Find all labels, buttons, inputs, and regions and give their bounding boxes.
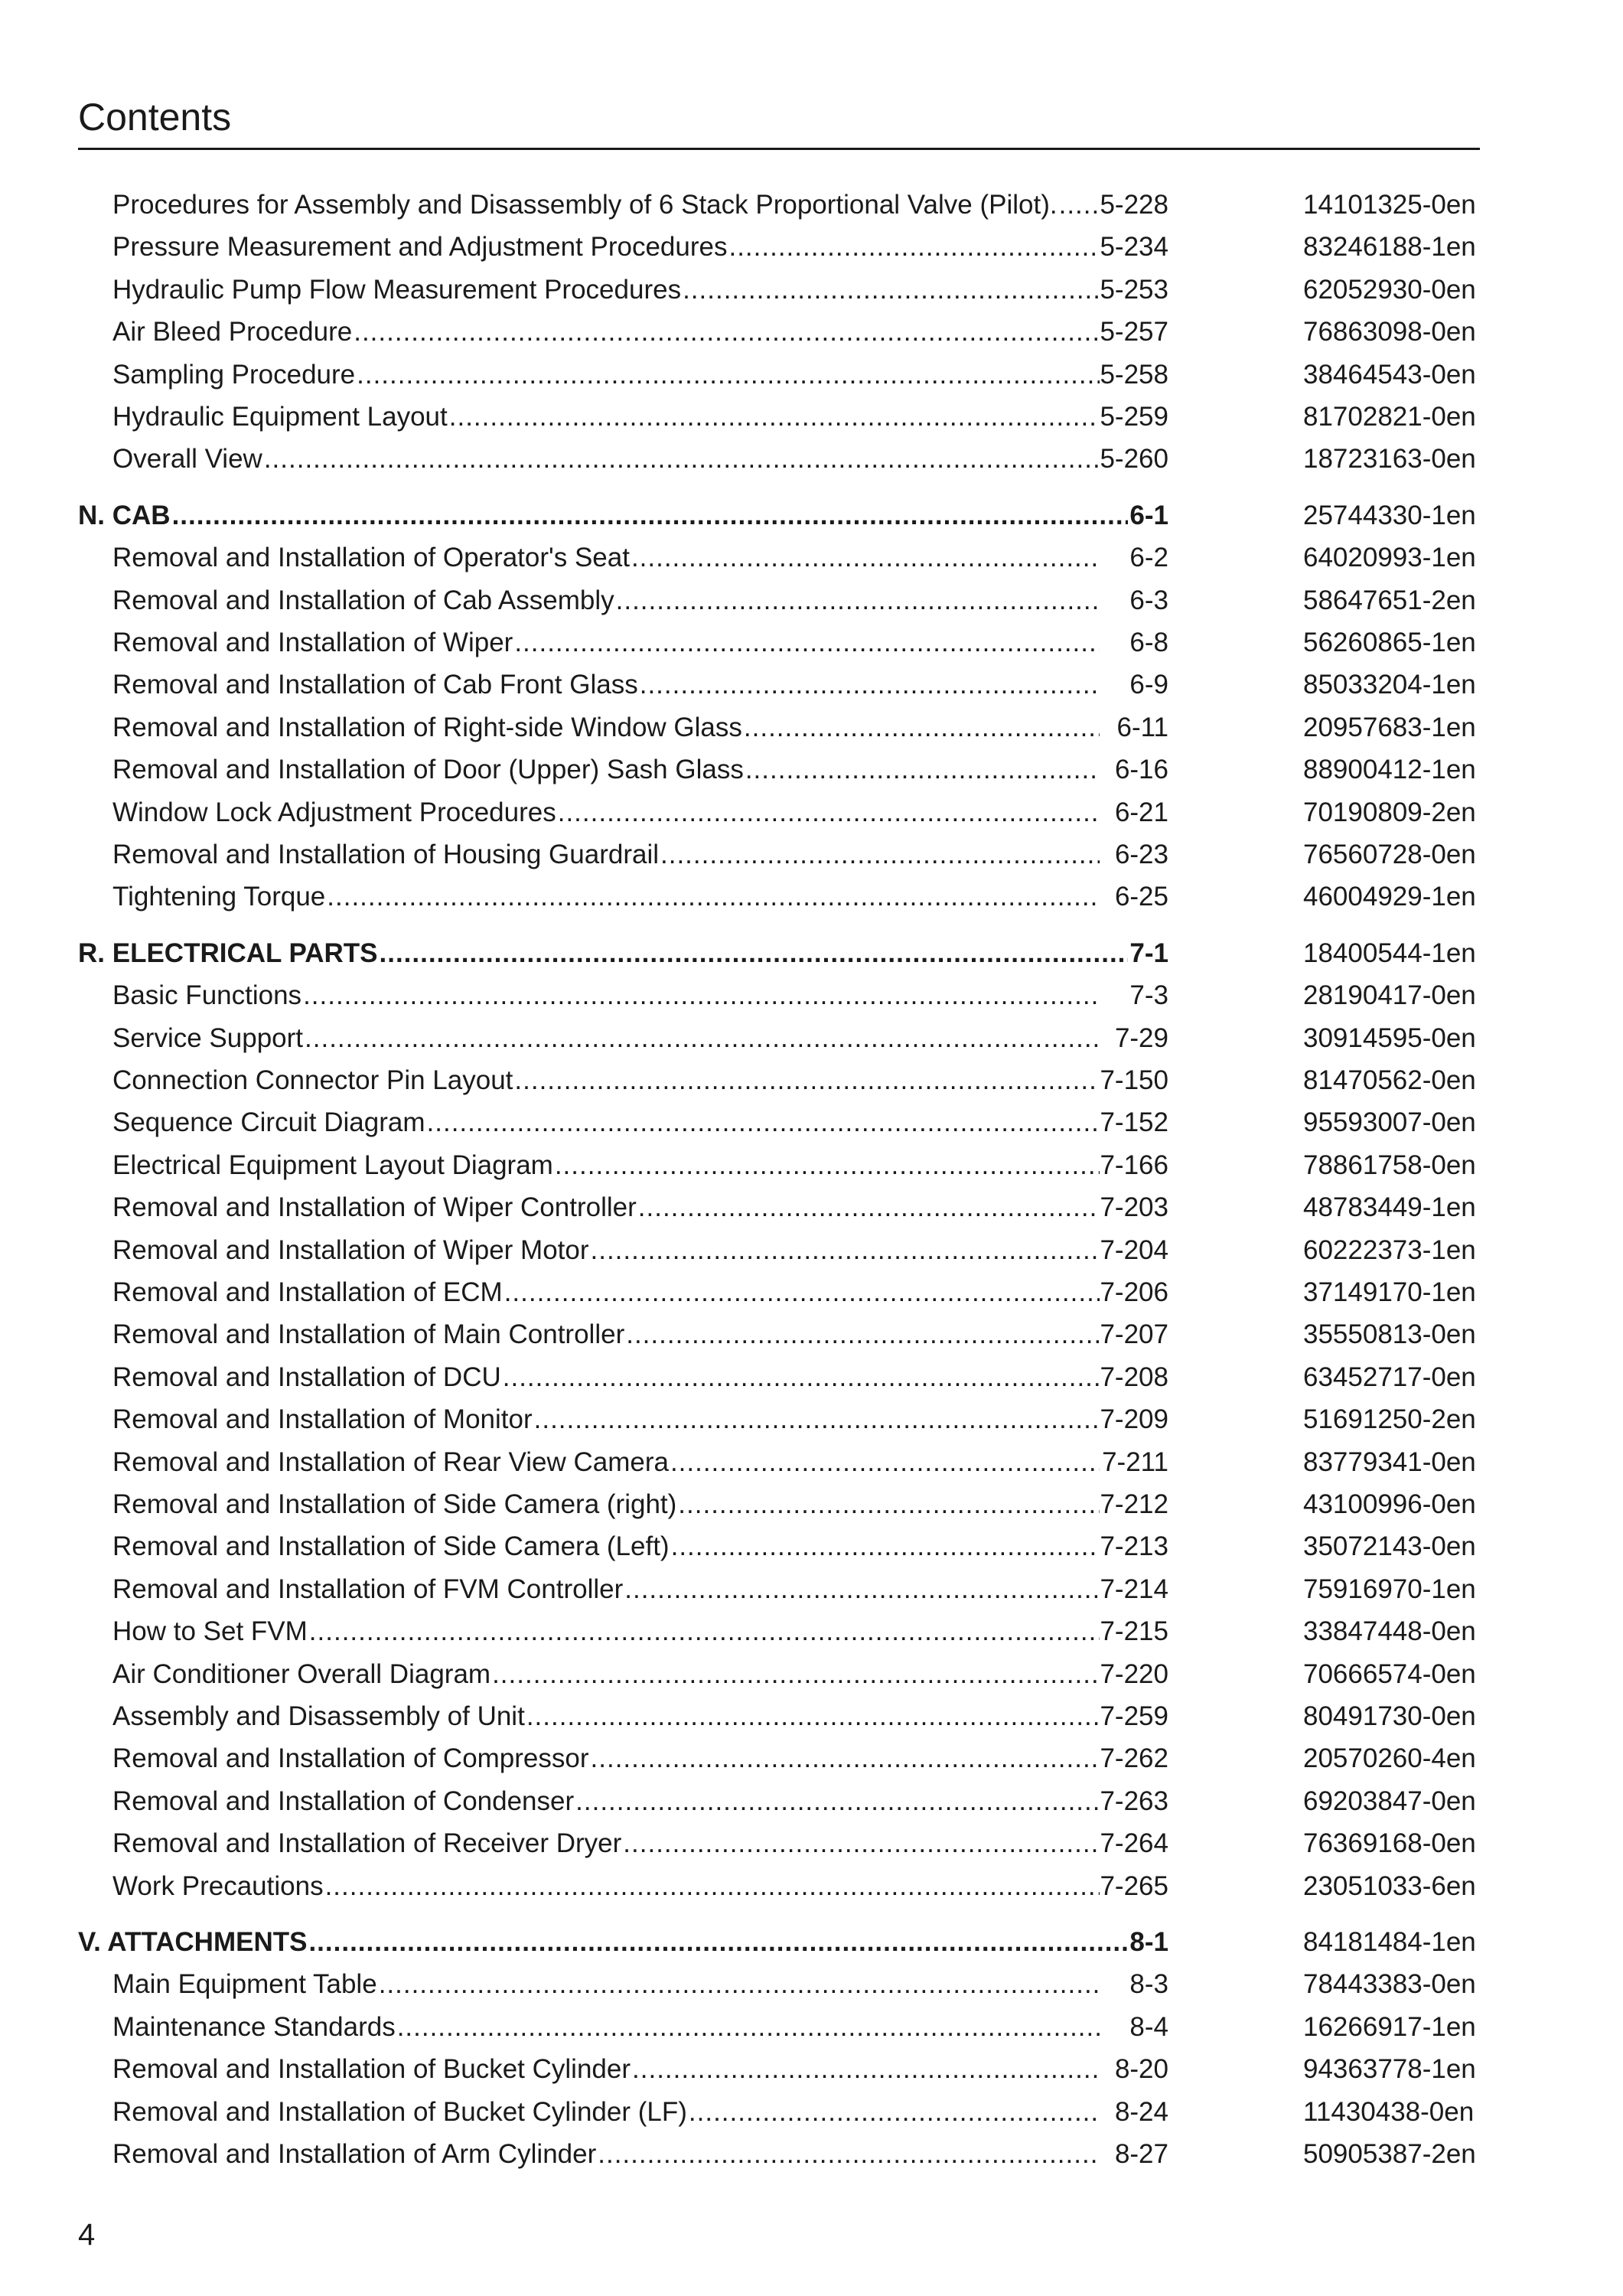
toc-title: Removal and Installation of Cab Front Glass (112, 670, 638, 700)
toc-document-id: 23051033-6en (1303, 1871, 1476, 1901)
toc-title: Removal and Installation of Monitor (112, 1404, 533, 1434)
toc-page-number: 5-259 (1100, 402, 1168, 432)
toc-dot-leader (598, 2133, 1100, 2176)
toc-document-id: 83779341-0en (1303, 1447, 1476, 1477)
toc-document-id: 20957683-1en (1303, 713, 1476, 742)
toc-page-number: 5-258 (1100, 360, 1168, 390)
toc-dot-leader (575, 1780, 1100, 1823)
toc-document-id: 35072143-0en (1303, 1531, 1476, 1561)
toc-label (112, 536, 1100, 579)
toc-document-id: 56260865-1en (1303, 628, 1476, 657)
toc-label (112, 974, 1100, 1017)
toc-entry-row (0, 184, 1623, 227)
toc-title: Pressure Measurement and Adjustment Procedures (112, 232, 728, 262)
toc-page-number: 7-262 (1100, 1743, 1168, 1773)
toc-page-number: 7-3 (1129, 980, 1168, 1010)
toc-page-number: 6-21 (1114, 797, 1168, 827)
page-number: 4 (78, 2218, 96, 2252)
toc-title: Assembly and Disassembly of Unit (112, 1701, 525, 1731)
toc-title: Removal and Installation of ECM (112, 1277, 503, 1307)
toc-entry-row (0, 1780, 1623, 1823)
toc-document-id: 76863098-0en (1303, 317, 1476, 347)
toc-dot-leader (678, 1483, 1100, 1526)
toc-page-number: 7-207 (1100, 1319, 1168, 1349)
toc-title: Removal and Installation of Arm Cylinder (112, 2139, 597, 2169)
toc-dot-leader (689, 2091, 1100, 2134)
toc-section-row (0, 932, 1623, 975)
toc-label (78, 494, 1128, 537)
toc-document-id: 84181484-1en (1303, 1927, 1476, 1957)
page-title: Contents (78, 96, 232, 139)
toc-page-number: 7-166 (1100, 1150, 1168, 1180)
toc-title: N. CAB (78, 501, 171, 530)
toc-document-id: 76560728-0en (1303, 840, 1476, 869)
toc-document-id: 64020993-1en (1303, 543, 1476, 572)
toc-dot-leader (638, 1186, 1100, 1229)
toc-page-number: 7-259 (1100, 1701, 1168, 1731)
toc-dot-leader (744, 706, 1100, 749)
toc-title: Removal and Installation of Operator's Seat (112, 543, 630, 572)
toc-label (112, 1271, 1100, 1314)
toc-label (112, 1568, 1100, 1611)
toc-label (112, 1653, 1100, 1696)
toc-title: Removal and Installation of Wiper (112, 628, 513, 657)
toc-entry-row (0, 1822, 1623, 1865)
toc-dot-leader (670, 1441, 1100, 1484)
toc-document-id: 75916970-1en (1303, 1574, 1476, 1604)
toc-entry-row (0, 2091, 1623, 2134)
toc-title: Removal and Installation of Bucket Cylinder (LF) (112, 2097, 687, 2127)
toc-document-id: 88900412-1en (1303, 755, 1476, 784)
toc-document-id: 14101325-0en (1303, 190, 1476, 220)
toc-title: Basic Functions (112, 980, 302, 1010)
toc-document-id: 81702821-0en (1303, 402, 1476, 432)
toc-title: Air Conditioner Overall Diagram (112, 1659, 491, 1689)
toc-document-id: 70190809-2en (1303, 797, 1476, 827)
toc-page-number: 8-3 (1129, 1969, 1168, 1999)
toc-page-number: 8-1 (1129, 1927, 1168, 1957)
toc-dot-leader (640, 664, 1100, 706)
toc-entry-row (0, 2006, 1623, 2049)
toc-label (112, 621, 1100, 664)
toc-document-id: 70666574-0en (1303, 1659, 1476, 1689)
toc-section-row (0, 1921, 1623, 1964)
toc-label (112, 1229, 1100, 1272)
toc-document-id: 50905387-2en (1303, 2139, 1476, 2169)
toc-dot-leader (397, 2006, 1100, 2049)
toc-entry-row (0, 791, 1623, 834)
toc-title: Removal and Installation of Rear View Camera (112, 1447, 669, 1477)
toc-title: Tightening Torque (112, 882, 326, 912)
toc-title: Removal and Installation of Compressor (112, 1743, 589, 1773)
toc-page-number: 7-211 (1102, 1447, 1168, 1477)
toc-dot-leader (503, 1356, 1100, 1399)
toc-page-number: 6-25 (1114, 882, 1168, 912)
toc-title: Main Equipment Table (112, 1969, 377, 1999)
toc-dot-leader (745, 748, 1100, 791)
toc-title: Air Bleed Procedure (112, 317, 353, 347)
toc-label (112, 706, 1100, 749)
toc-entry-row (0, 1398, 1623, 1441)
toc-page-number: 6-1 (1129, 501, 1168, 530)
toc-title: Removal and Installation of Main Controller (112, 1319, 625, 1349)
toc-label (112, 1186, 1100, 1229)
toc-title: Work Precautions (112, 1871, 324, 1901)
toc-label (112, 1059, 1100, 1102)
toc-page-number: 7-150 (1100, 1065, 1168, 1095)
toc-dot-leader (558, 791, 1100, 834)
toc-dot-leader (354, 311, 1100, 354)
toc-document-id: 58647651-2en (1303, 585, 1476, 615)
toc-entry-row (0, 1865, 1623, 1908)
toc-label (112, 2048, 1100, 2091)
toc-title: Removal and Installation of Housing Guardrail (112, 840, 659, 869)
toc-dot-leader (660, 833, 1100, 876)
toc-entry-row (0, 438, 1623, 481)
toc-document-id: 30914595-0en (1303, 1023, 1476, 1053)
toc-document-id: 63452717-0en (1303, 1362, 1476, 1392)
toc-entry-row (0, 1313, 1623, 1356)
toc-label (112, 1398, 1100, 1441)
toc-entry-row (0, 974, 1623, 1017)
toc-dot-leader (626, 1313, 1100, 1356)
toc-entry-row (0, 1229, 1623, 1272)
toc-document-id: 69203847-0en (1303, 1786, 1476, 1816)
toc-label (112, 438, 1100, 481)
toc-page-number: 7-209 (1100, 1404, 1168, 1434)
toc-document-id: 76369168-0en (1303, 1828, 1476, 1858)
toc-title: Maintenance Standards (112, 2012, 396, 2042)
toc-label (112, 1101, 1100, 1144)
toc-title: Electrical Equipment Layout Diagram (112, 1150, 553, 1180)
toc-title: How to Set FVM (112, 1616, 308, 1646)
toc-title: Removal and Installation of Wiper Controller (112, 1192, 637, 1222)
toc-dot-leader (671, 1525, 1100, 1568)
toc-title: Removal and Installation of Door (Upper) Sash Glass (112, 755, 744, 784)
toc-title: Window Lock Adjustment Procedures (112, 797, 556, 827)
toc-entry-row (0, 2048, 1623, 2091)
toc-entry-row (0, 1059, 1623, 1102)
toc-page-number: 7-203 (1100, 1192, 1168, 1222)
toc-dot-leader (325, 1865, 1100, 1908)
toc-page-number: 7-212 (1100, 1489, 1168, 1519)
toc-title: Removal and Installation of Cab Assembly (112, 585, 614, 615)
toc-label (112, 1780, 1100, 1823)
toc-document-id: 78443383-0en (1303, 1969, 1476, 1999)
toc-page-number: 7-213 (1100, 1531, 1168, 1561)
toc-dot-leader (504, 1271, 1100, 1314)
toc-label (112, 396, 1100, 439)
toc-title: Removal and Installation of Side Camera (right) (112, 1489, 677, 1519)
toc-page-number: 7-220 (1100, 1659, 1168, 1689)
toc-entry-row (0, 354, 1623, 396)
toc-document-id: 37149170-1en (1303, 1277, 1476, 1307)
toc-dot-leader (728, 226, 1100, 269)
toc-title: Service Support (112, 1023, 304, 1053)
toc-document-id: 83246188-1en (1303, 232, 1476, 262)
toc-document-id: 28190417-0en (1303, 980, 1476, 1010)
toc-page-number: 7-265 (1100, 1871, 1168, 1901)
toc-document-id: 60222373-1en (1303, 1235, 1476, 1265)
toc-entry-row (0, 1963, 1623, 2006)
toc-label (112, 226, 1100, 269)
toc-title: Removal and Installation of DCU (112, 1362, 501, 1392)
toc-label (112, 1865, 1100, 1908)
toc-entry-row (0, 1568, 1623, 1611)
toc-document-id: 81470562-0en (1303, 1065, 1476, 1095)
toc-title: V. ATTACHMENTS (78, 1927, 308, 1957)
toc-page-number: 8-27 (1114, 2139, 1168, 2169)
toc-dot-leader (616, 579, 1100, 622)
toc-label (78, 932, 1128, 975)
toc-label (112, 1144, 1100, 1187)
toc-document-id: 25744330-1en (1303, 501, 1476, 530)
toc-entry-row (0, 1017, 1623, 1060)
toc-dot-leader (514, 621, 1100, 664)
toc-dot-leader (632, 2048, 1100, 2091)
toc-title: Removal and Installation of Condenser (112, 1786, 575, 1816)
toc-entry-row (0, 664, 1623, 706)
toc-dot-leader (327, 876, 1100, 918)
toc-dot-leader (534, 1398, 1100, 1441)
toc-title: Removal and Installation of FVM Controller (112, 1574, 624, 1604)
toc-label (112, 1441, 1100, 1484)
toc-page-number: 5-253 (1100, 275, 1168, 305)
toc-document-id: 46004929-1en (1303, 882, 1476, 912)
toc-dot-leader (591, 1229, 1100, 1272)
toc-page-number: 6-11 (1116, 713, 1168, 742)
toc-entry-row (0, 311, 1623, 354)
toc-label (112, 1356, 1100, 1399)
toc-label (112, 1822, 1100, 1865)
toc-document-id: 20570260-4en (1303, 1743, 1476, 1773)
toc-dot-leader (526, 1695, 1100, 1738)
toc-label (112, 1737, 1100, 1780)
toc-entry-row (0, 621, 1623, 664)
toc-label (112, 269, 1100, 311)
toc-document-id: 43100996-0en (1303, 1489, 1476, 1519)
toc-entry-row (0, 1695, 1623, 1738)
toc-page-number: 7-1 (1129, 938, 1168, 968)
toc-page-number: 8-4 (1129, 2012, 1168, 2042)
toc-label (112, 2133, 1100, 2176)
toc-label (112, 1610, 1100, 1653)
toc-label (112, 876, 1100, 918)
toc-page-number: 5-260 (1100, 444, 1168, 474)
toc-label (112, 354, 1100, 396)
toc-document-id: 35550813-0en (1303, 1319, 1476, 1349)
toc-title: Removal and Installation of Bucket Cylinder (112, 2054, 631, 2084)
toc-entry-row (0, 1356, 1623, 1399)
toc-entry-row (0, 1144, 1623, 1187)
toc-entry-row (0, 536, 1623, 579)
toc-document-id: 95593007-0en (1303, 1107, 1476, 1137)
toc-dot-leader (449, 396, 1100, 439)
toc-entry-row (0, 1737, 1623, 1780)
toc-document-id: 18723163-0en (1303, 444, 1476, 474)
toc-page-number: 7-204 (1100, 1235, 1168, 1265)
toc-entry-row (0, 876, 1623, 918)
toc-page-number: 6-2 (1129, 543, 1168, 572)
toc-title: R. ELECTRICAL PARTS (78, 938, 378, 968)
toc-page-number: 7-215 (1100, 1616, 1168, 1646)
toc-dot-leader (357, 354, 1100, 396)
toc-dot-leader (305, 1017, 1100, 1060)
toc-dot-leader (264, 438, 1100, 481)
toc-label (112, 748, 1100, 791)
toc-document-id: 38464543-0en (1303, 360, 1476, 390)
toc-page-number: 8-20 (1114, 2054, 1168, 2084)
toc-page-number: 5-257 (1100, 317, 1168, 347)
toc-page-number: 7-206 (1100, 1277, 1168, 1307)
toc-document-id: 62052930-0en (1303, 275, 1476, 305)
toc-entry-row (0, 1483, 1623, 1526)
title-divider (78, 148, 1480, 150)
toc-entry-row (0, 226, 1623, 269)
toc-dot-leader (492, 1653, 1100, 1696)
toc-title: Overall View (112, 444, 262, 474)
toc-entry-row (0, 1610, 1623, 1653)
toc-dot-leader (172, 494, 1128, 537)
toc-entry-row (0, 833, 1623, 876)
toc-label (112, 833, 1100, 876)
toc-page-number: 7-29 (1114, 1023, 1168, 1053)
toc-page-number: 7-264 (1100, 1828, 1168, 1858)
toc-dot-leader (303, 974, 1100, 1017)
toc-label (112, 791, 1100, 834)
toc-dot-leader (379, 1963, 1100, 2006)
toc-page-number: 6-3 (1129, 585, 1168, 615)
toc-document-id: 48783449-1en (1303, 1192, 1476, 1222)
toc-document-id: 94363778-1en (1303, 2054, 1476, 2084)
toc-section-row (0, 494, 1623, 537)
toc-label (112, 2006, 1100, 2049)
toc-label (112, 2091, 1100, 2134)
toc-title: Procedures for Assembly and Disassembly of 6 Stack Proportional Valve (Pilot). (112, 190, 1058, 220)
toc-entry-row (0, 1441, 1623, 1484)
toc-dot-leader (309, 1610, 1100, 1653)
toc-entry-row (0, 396, 1623, 439)
toc-label (112, 579, 1100, 622)
toc-document-id: 85033204-1en (1303, 670, 1476, 700)
toc-entry-row (0, 1186, 1623, 1229)
toc-page-number: 5-234 (1100, 232, 1168, 262)
toc-label (112, 184, 1100, 227)
toc-title: Hydraulic Equipment Layout (112, 402, 448, 432)
toc-label (112, 1017, 1100, 1060)
toc-entry-row (0, 1653, 1623, 1696)
toc-label (112, 664, 1100, 706)
toc-dot-leader (380, 932, 1129, 975)
toc-dot-leader (514, 1059, 1100, 1102)
toc-title: Sampling Procedure (112, 360, 356, 390)
toc-page-number: 7-263 (1100, 1786, 1168, 1816)
toc-dot-leader (308, 1921, 1128, 1964)
toc-dot-leader (555, 1144, 1100, 1187)
toc-document-id: 18400544-1en (1303, 938, 1476, 968)
toc-document-id: 11430438-0en (1303, 2097, 1475, 2127)
toc-title: Removal and Installation of Receiver Dryer (112, 1828, 622, 1858)
toc-title: Removal and Installation of Wiper Motor (112, 1235, 589, 1265)
toc-label (112, 1963, 1100, 2006)
toc-dot-leader (631, 536, 1100, 579)
toc-page-number: 8-24 (1114, 2097, 1168, 2127)
toc-label (112, 1313, 1100, 1356)
toc-dot-leader (683, 269, 1100, 311)
toc-dot-leader (591, 1737, 1100, 1780)
toc-document-id: 33847448-0en (1303, 1616, 1476, 1646)
toc-entry-row (0, 1101, 1623, 1144)
toc-page-number: 6-9 (1129, 670, 1168, 700)
toc-entry-row (0, 2133, 1623, 2176)
toc-dot-leader (624, 1568, 1100, 1611)
toc-document-id: 51691250-2en (1303, 1404, 1476, 1434)
toc-entry-row (0, 1271, 1623, 1314)
toc-title: Removal and Installation of Side Camera (Left) (112, 1531, 670, 1561)
toc-entry-row (0, 706, 1623, 749)
toc-page-number: 7-214 (1100, 1574, 1168, 1604)
toc-entry-row (0, 579, 1623, 622)
toc-entry-row (0, 748, 1623, 791)
toc-page-number: 6-23 (1114, 840, 1168, 869)
toc-page-number: 6-8 (1129, 628, 1168, 657)
toc-page-number: 7-152 (1100, 1107, 1168, 1137)
toc-label (112, 1525, 1100, 1568)
toc-page-number: 7-208 (1100, 1362, 1168, 1392)
toc-page-number: 6-16 (1114, 755, 1168, 784)
toc-title: Sequence Circuit Diagram (112, 1107, 425, 1137)
toc-dot-leader (427, 1101, 1100, 1144)
toc-document-id: 80491730-0en (1303, 1701, 1476, 1731)
toc-dot-leader (623, 1822, 1100, 1865)
toc-document-id: 78861758-0en (1303, 1150, 1476, 1180)
toc-title: Hydraulic Pump Flow Measurement Procedures (112, 275, 682, 305)
toc-label (112, 1695, 1100, 1738)
toc-title: Removal and Installation of Right-side Window Glass (112, 713, 742, 742)
toc-label (112, 1483, 1100, 1526)
toc-label (78, 1921, 1128, 1964)
toc-label (112, 311, 1100, 354)
toc-title: Connection Connector Pin Layout (112, 1065, 513, 1095)
toc-page-number: 5-228 (1100, 190, 1168, 220)
toc-entry-row (0, 269, 1623, 311)
toc-entry-row (0, 1525, 1623, 1568)
toc-document-id: 16266917-1en (1303, 2012, 1476, 2042)
